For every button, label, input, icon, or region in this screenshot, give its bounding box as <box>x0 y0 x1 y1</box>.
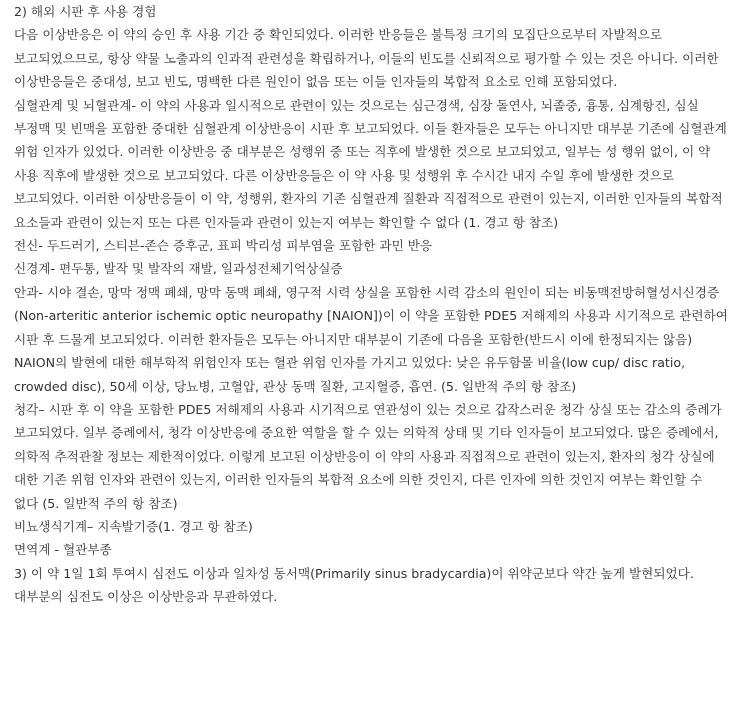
nervous-system-paragraph: 신경계- 편두통, 발작 및 발작의 재발, 일과성전체기억상실증 <box>14 261 343 277</box>
systemic-paragraph: 전신- 두드러기, 스티븐-존슨 증후군, 표피 박리성 피부염을 포함한 과민 반응 <box>14 238 433 254</box>
urogenital-paragraph: 비뇨생식기계– 지속발기증(1. 경고 항 참조) <box>14 518 253 534</box>
immune-paragraph: 면역계 - 혈관부종 <box>14 542 112 558</box>
section-heading: 2) 해외 시판 후 사용 경험 <box>14 4 157 19</box>
cardiovascular-paragraph: 심혈관계 및 뇌혈관계- 이 약의 사용과 일시적으로 관련이 있는 것으로는 심근경색, 심장 돌연사, 뇌졸중, 흉통, 심계항진, 심실 부정맥 및 빈맥을 포함한 중대한 심혈관계 이상반응이 시판 후 보고되었다. 이들 환자들은 모두는 아니지만 대부분 기존에 심혈관계 위험 인자가 있었다. 이러한 이상반응 중 대부분은 성행위 중 또는 직후에 발생한 것으로 보고되었고, 일부는 성 행위 없이, 이 약 사용 직후에 발생한 것으로 보고되었다. 다른 이상반응들은 이 약 사용 및 성행위 후 수시간 내지 수일 후에 발생한 것으로 보고되었다. 이러한 이상반응들이 이 약, 성행위, 환자의 기존 심혈관계 질환과 직접적으로 관련이 있는지, 이러한 인자들의 복합적 요소들과 관련이 있는지 또는 다른 인자들과 관련이 있는지 여부는 확인할 수 없다 (1. 경고 항 참조) <box>14 97 727 230</box>
hearing-paragraph: 청각– 시판 후 이 약을 포함한 PDE5 저해제의 사용과 시기적으로 연관성이 있는 것으로 갑작스러운 청각 상실 또는 감소의 증례가 보고되었다. 일부 증례에서, 청각 이상반응에 중요한 역할을 할 수 있는 의학적 상태 및 기타 인자들이 보고되었다. 많은 증례에서, 의학적 추적관찰 정보는 제한적이었다. 이렇게 보고된 이상반응이 이 약의 사용과 직접적으로 관련이 있는지, 환자의 청각 상실에 대한 기존 위험 인자와 관련이 있는지, 이러한 인자들의 복합적 요소에 의한 것인지, 다른 인자에 의한 것인지 여부는 확인할 수 없다 (5. 일반적 주의 항 참조) <box>14 401 722 511</box>
ecg-paragraph: 3) 이 약 1일 1회 투여시 심전도 이상과 일차성 동서맥(Primarily sinus bradycardia)이 위약군보다 약간 높게 발현되었다. 대부분의 심전도 이상은 이상반응과 무관하였다. <box>14 565 694 605</box>
ophthalmic-paragraph: 안과- 시야 결손, 망막 정맥 폐쇄, 망막 동맥 폐쇄, 영구적 시력 상실을 포함한 시력 감소의 원인이 되는 비동맥전방허혈성시신경증 (Non-arteritic anterior ischemic optic neuropathy [NAION])이 이 약을 포함한 PDE5 저해제의 사용과 시기적으로 관련하여 시판 후 드물게 보고되었다. 이러한 환자들은 모두는 아니지만 대부분이 기존에 다음을 포함한(반드시 이에 한정되지는 않음) NAION의 발현에 대한 해부학적 위험인자 또는 혈관 위험 인자를 가지고 있었다: 낮은 유두함몰 비율(low cup/ disc ratio, crowded disc), 50세 이상, 당뇨병, 고혈압, 관상 동맥 질환, 고지혈증, 흡연. (5. 일반적 주의 항 참조) <box>14 284 728 394</box>
intro-paragraph: 다음 이상반응은 이 약의 승인 후 사용 기간 중 확인되었다. 이러한 반응들은 불특정 크기의 모집단으로부터 자발적으로 보고되었으므로, 항상 약물 노출과의 인과적 관련성을 확립하거나, 이들의 빈도를 신뢰적으로 평가할 수 있는 것은 아니다. 이러한 이상반응들은 중대성, 보고 빈도, 명백한 다른 원인이 없음 또는 이들 인자들의 복합적 요소로 인해 포함되었다. <box>14 27 719 90</box>
